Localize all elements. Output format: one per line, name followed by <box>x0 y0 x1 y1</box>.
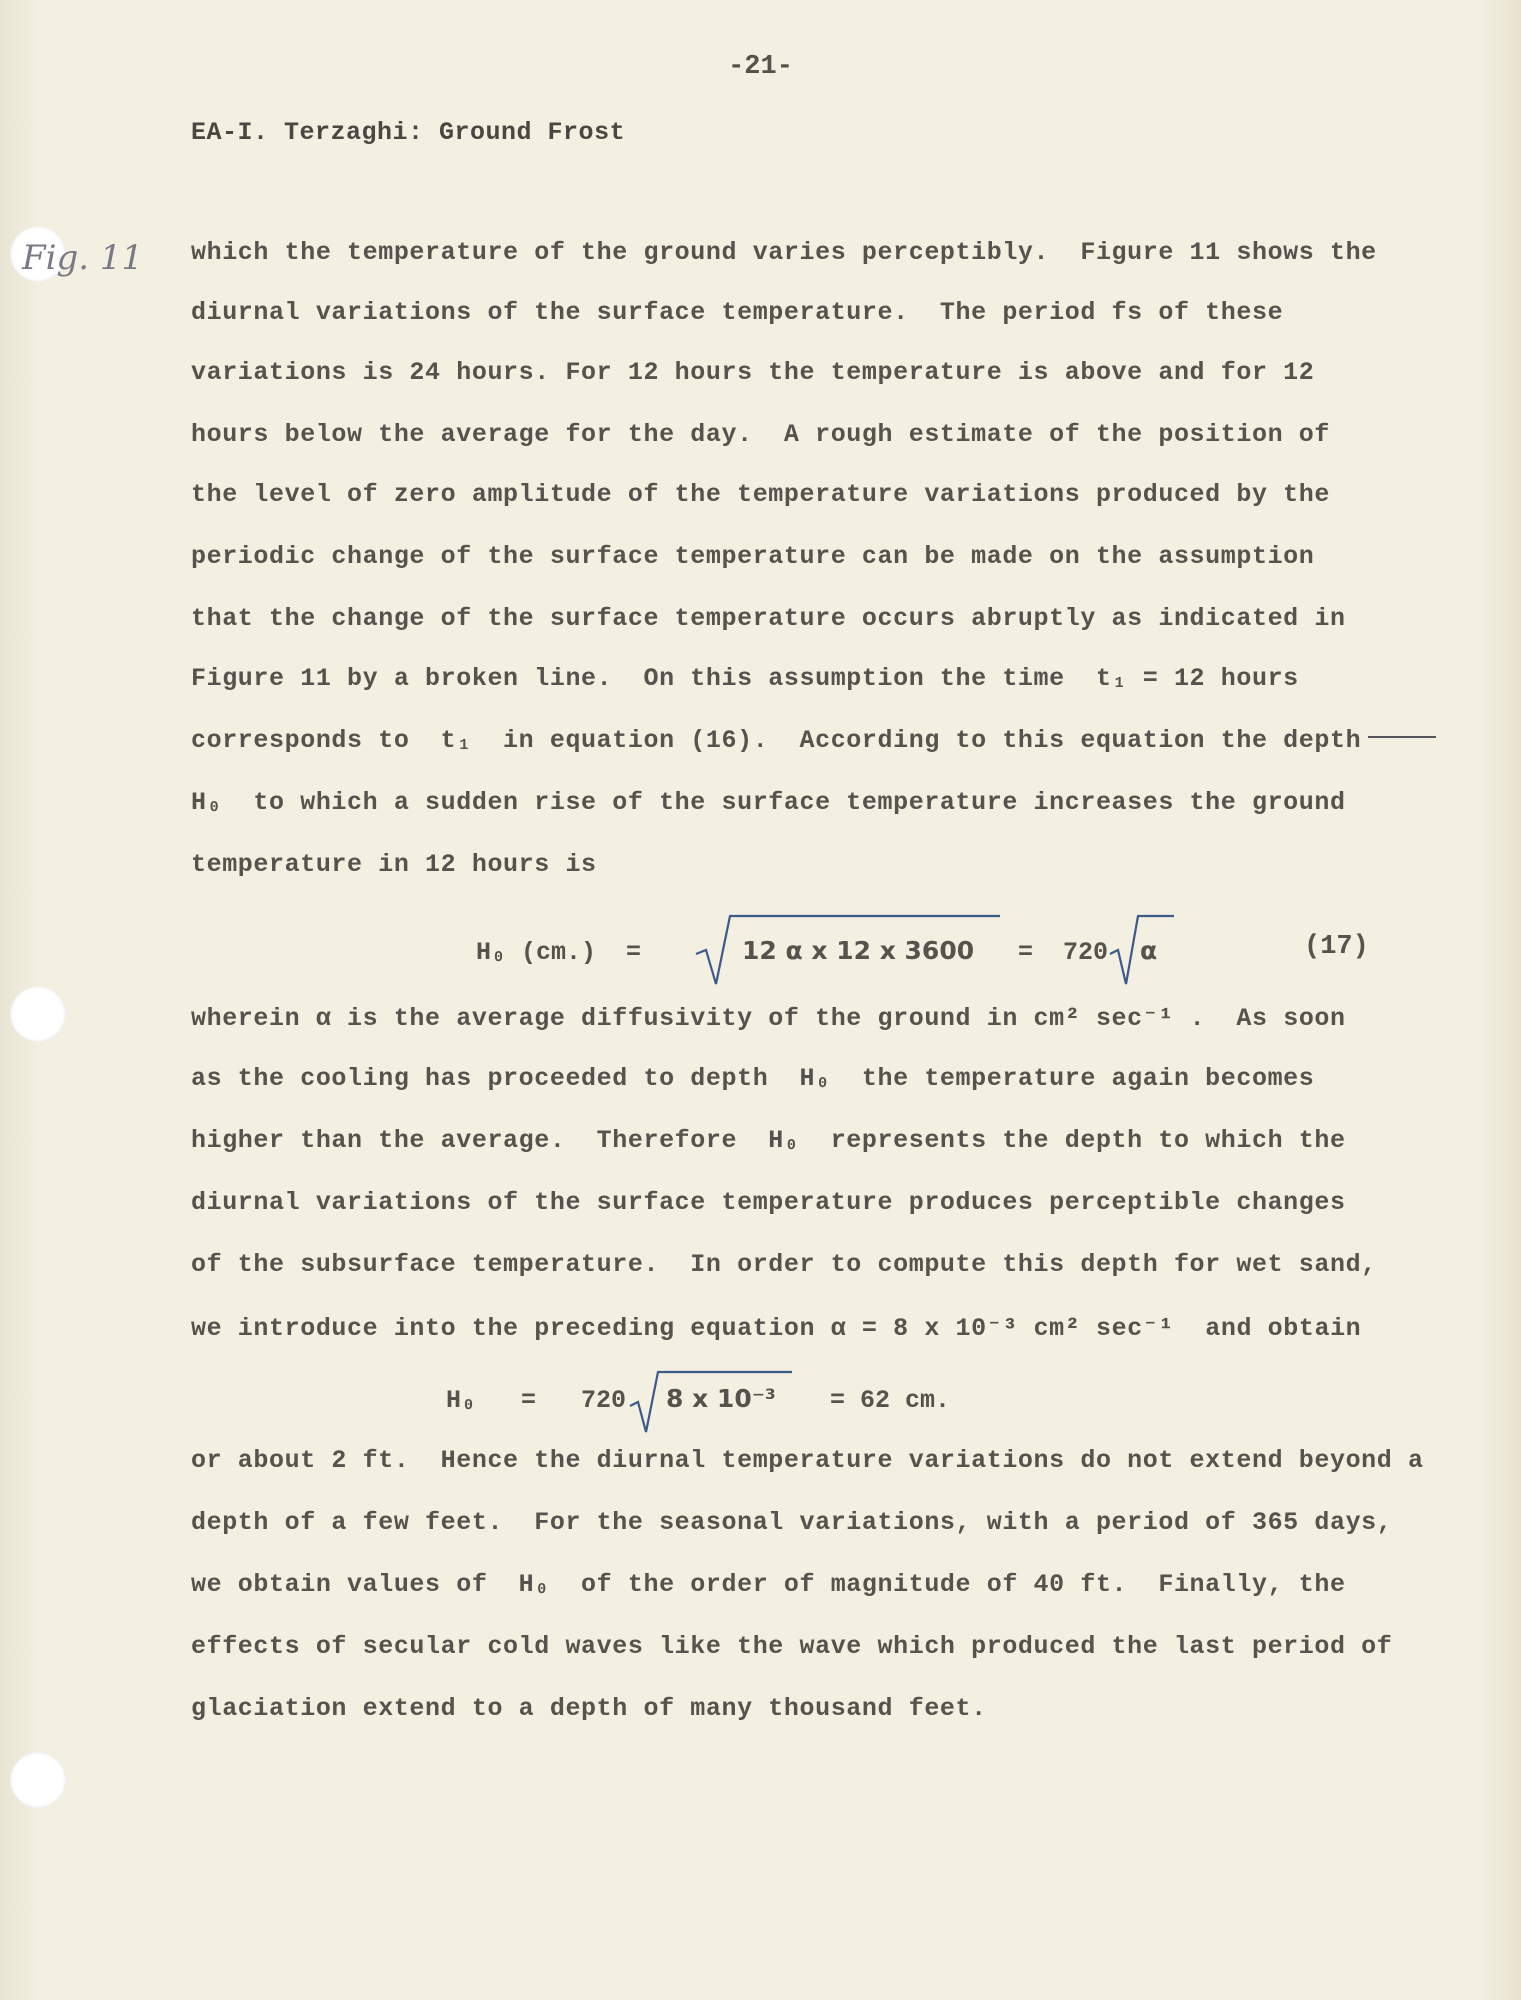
equation-2-lhs: H₀ = 720 <box>446 1386 627 1415</box>
body-line: variations is 24 hours. For 12 hours the temperature is above and for 12 <box>191 358 1315 387</box>
body-line: temperature in 12 hours is <box>191 850 597 879</box>
margin-rule <box>1368 736 1436 738</box>
equation-17-rhs: = 720 <box>1018 938 1109 967</box>
equation-17-lhs: H₀ (cm.) = <box>476 938 642 967</box>
body-line: of the subsurface temperature. In order to compute this depth for wet sand, <box>191 1250 1377 1279</box>
body-line: that the change of the surface temperature occurs abruptly as indicated in <box>191 604 1346 633</box>
punch-hole <box>10 986 66 1042</box>
body-line: Figure 11 by a broken line. On this assumption the time t₁ = 12 hours <box>191 664 1299 693</box>
document-header: EA-I. Terzaghi: Ground Frost <box>191 118 626 147</box>
body-line: which the temperature of the ground varies perceptibly. Figure 11 shows the <box>191 238 1377 267</box>
body-line: effects of secular cold waves like the wave which produced the last period of <box>191 1632 1393 1661</box>
page-number: -21- <box>728 52 793 82</box>
body-line: we introduce into the preceding equation α = 8 x 10⁻³ cm² sec⁻¹ and obtain <box>191 1314 1362 1343</box>
equation-17-rhs-radicand: α <box>1140 936 1158 965</box>
body-line: as the cooling has proceeded to depth H₀ the temperature again becomes <box>191 1064 1315 1093</box>
body-line: or about 2 ft. Hence the diurnal temperature variations do not extend beyond a <box>191 1446 1424 1475</box>
body-line: glaciation extend to a depth of many thousand feet. <box>191 1694 987 1723</box>
body-line: wherein α is the average diffusivity of the ground in cm² sec⁻¹ . As soon <box>191 1004 1346 1033</box>
body-line: diurnal variations of the surface temperature. The period fs of these <box>191 298 1284 327</box>
body-line: diurnal variations of the surface temperature produces perceptible changes <box>191 1188 1346 1217</box>
punch-hole <box>10 1752 66 1808</box>
equation-number: (17) <box>1304 932 1369 962</box>
body-line: we obtain values of H₀ of the order of magnitude of 40 ft. Finally, the <box>191 1570 1346 1599</box>
body-line: corresponds to t₁ in equation (16). According to this equation the depth <box>191 726 1362 755</box>
body-line: depth of a few feet. For the seasonal variations, with a period of 365 days, <box>191 1508 1393 1537</box>
equation-17-radicand: 12 α x 12 x 3600 <box>742 936 975 965</box>
body-line: higher than the average. Therefore H₀ represents the depth to which the <box>191 1126 1346 1155</box>
equation-2-radicand: 8 x 10⁻³ <box>666 1384 776 1413</box>
body-line: hours below the average for the day. A rough estimate of the position of <box>191 420 1330 449</box>
body-line: the level of zero amplitude of the temperature variations produced by the <box>191 480 1330 509</box>
body-line: H₀ to which a sudden rise of the surface temperature increases the ground <box>191 788 1346 817</box>
handwritten-margin-note: Fig. 11 <box>22 238 144 278</box>
equation-2-rhs: = 62 cm. <box>830 1386 951 1415</box>
body-line: periodic change of the surface temperature can be made on the assumption <box>191 542 1315 571</box>
